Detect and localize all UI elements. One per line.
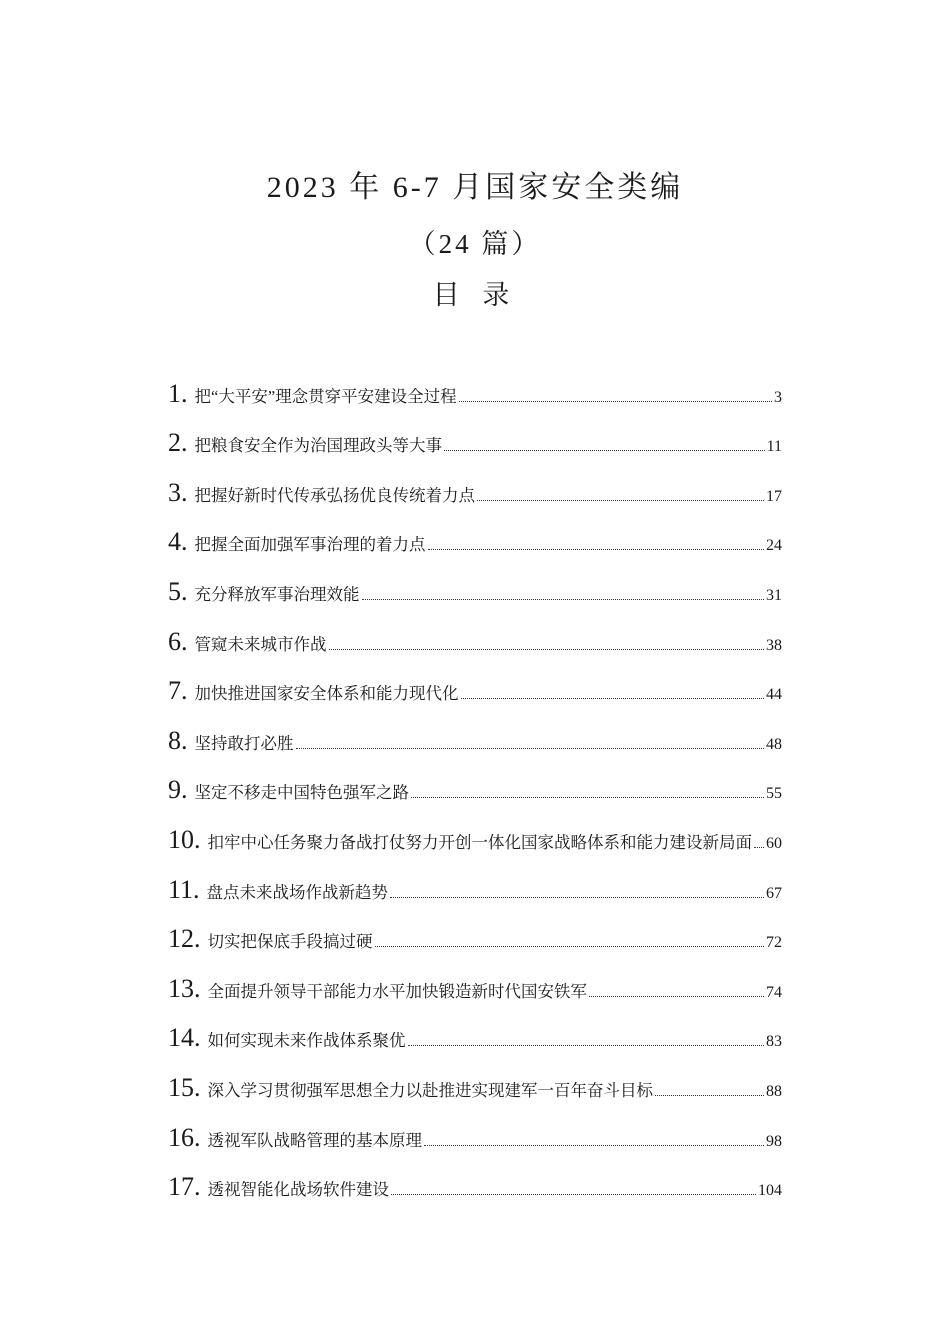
toc-leader-dots — [296, 744, 765, 749]
toc-entry-title: 充分释放军事治理效能 — [194, 585, 360, 605]
toc-leader-dots — [444, 446, 765, 451]
toc-entry-title: 盘点未来战场作战新趋势 — [206, 882, 389, 902]
toc-entry-title: 坚持敢打必胜 — [194, 733, 294, 753]
toc-entry-title: 把握全面加强军事治理的着力点 — [194, 535, 426, 555]
toc-entry-title: 扣牢中心任务聚力备战打仗努力开创一体化国家战略体系和能力建设新局面 — [207, 833, 752, 853]
toc-entry-title: 管窥未来城市作战 — [194, 634, 327, 654]
toc-leader-dots — [362, 595, 765, 600]
toc-leader-dots — [375, 942, 765, 947]
toc-entry-page: 11 — [766, 438, 782, 456]
toc-entry-number: 8. — [168, 725, 188, 755]
toc-entry-number: 17. — [168, 1172, 201, 1202]
toc-entry — [168, 420, 782, 470]
toc-leader-dots — [390, 893, 764, 898]
toc-entry-number: 13. — [168, 973, 201, 1003]
toc-entry-title: 切实把保底手段搞过硬 — [207, 932, 373, 952]
toc-entry-page: 24 — [766, 537, 782, 555]
toc-entry-title: 把“大平安”理念贯穿平安建设全过程 — [194, 386, 457, 406]
toc-entry-title: 如何实现未来作战体系聚优 — [207, 1031, 406, 1051]
toc-entry-number: 3. — [168, 477, 188, 507]
toc-entry — [168, 519, 782, 569]
toc-leader-dots — [655, 1091, 764, 1096]
toc-entry-page: 55 — [766, 785, 782, 803]
toc-leader-dots — [459, 397, 772, 402]
toc-entry-number: 11. — [168, 874, 200, 904]
toc-entry-number: 12. — [168, 924, 201, 954]
toc-entry-page: 74 — [766, 983, 782, 1001]
toc-entry — [168, 619, 782, 669]
toc-entry-page: 38 — [766, 636, 782, 654]
toc-entry — [168, 966, 782, 1016]
toc-entry-title: 把粮食安全作为治国理政头等大事 — [194, 436, 442, 456]
toc-entry-number: 14. — [168, 1023, 201, 1053]
document-title: 2023 年 6-7 月国家安全类编 — [266, 171, 684, 204]
toc-entry-number: 7. — [168, 676, 188, 706]
toc-leader-dots — [477, 496, 764, 501]
toc-entry-title: 加快推进国家安全体系和能力现代化 — [194, 684, 459, 704]
toc-entry-page: 17 — [766, 487, 782, 505]
toc-entry-number: 6. — [168, 626, 188, 656]
toc-entry-page: 31 — [766, 587, 782, 605]
toc-entry-page: 88 — [766, 1083, 782, 1100]
toc-entry — [168, 1164, 782, 1214]
toc-entry-number: 15. — [168, 1073, 201, 1102]
toc-entry-number: 2. — [168, 428, 188, 458]
toc-entry-page: 48 — [766, 735, 782, 753]
toc-heading: 目 录 — [432, 279, 518, 310]
toc-leader-dots — [428, 545, 765, 550]
toc-leader-dots — [391, 1190, 756, 1195]
toc-entry-number: 9. — [168, 775, 188, 805]
toc-entry — [168, 1065, 782, 1115]
toc-entry-title: 把握好新时代传承弘扬优良传统着力点 — [194, 485, 475, 505]
toc-entry — [168, 867, 782, 917]
toc-entry-page: 72 — [766, 934, 782, 952]
toc-entry — [168, 916, 782, 966]
toc-entry-number: 4. — [168, 527, 188, 557]
toc-entry-title: 透视军队战略管理的基本原理 — [207, 1130, 422, 1150]
toc-entry-title: 全面提升领导干部能力水平加快锻造新时代国安铁军 — [207, 981, 587, 1001]
toc-entry-page: 3 — [774, 388, 782, 406]
toc-entry-title: 透视智能化战场软件建设 — [207, 1180, 389, 1200]
document-subtitle: （24 篇） — [408, 228, 542, 259]
toc-entry — [168, 817, 782, 867]
toc-entry-page: 83 — [766, 1033, 782, 1051]
toc-entry-page: 104 — [758, 1182, 782, 1200]
toc-entry — [168, 371, 782, 421]
toc-leader-dots — [408, 1041, 765, 1046]
toc-entry-page: 60 — [766, 835, 782, 853]
toc-entry — [168, 767, 782, 817]
toc-entry — [168, 1115, 782, 1165]
toc-entry-number: 16. — [168, 1122, 201, 1152]
toc-leader-dots — [329, 645, 765, 650]
toc-entry — [168, 470, 782, 520]
toc-leader-dots — [461, 694, 765, 699]
toc-entry — [168, 668, 782, 718]
toc-entry — [168, 1015, 782, 1065]
toc-entry-number: 1. — [168, 378, 188, 408]
toc-leader-dots — [589, 992, 764, 997]
toc-leader-dots — [411, 793, 764, 798]
toc-entry-page: 98 — [766, 1132, 782, 1150]
toc-leader-dots — [754, 843, 764, 848]
toc-entry-page: 67 — [766, 884, 782, 902]
toc-list — [168, 371, 782, 1214]
toc-entry-number: 5. — [168, 577, 188, 607]
toc-entry — [168, 718, 782, 768]
toc-entry-title: 深入学习贯彻强军思想全力以赴推进实现建军一百年奋斗目标 — [207, 1081, 653, 1100]
toc-entry-number: 10. — [168, 825, 201, 855]
toc-entry — [168, 569, 782, 619]
toc-entry-page: 44 — [766, 686, 782, 704]
toc-entry-title: 坚定不移走中国特色强军之路 — [194, 783, 409, 803]
toc-leader-dots — [424, 1141, 764, 1146]
